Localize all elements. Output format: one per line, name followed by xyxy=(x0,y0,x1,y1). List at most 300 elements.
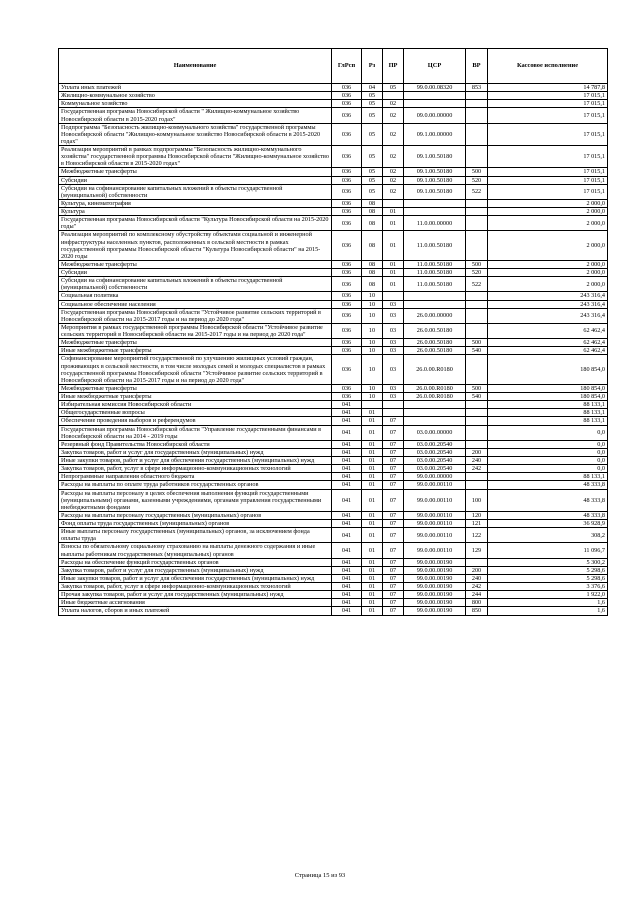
budget-table xyxy=(58,48,608,616)
cell-vr xyxy=(466,92,488,100)
cell-amount: 48 333,8 xyxy=(488,489,608,511)
cell-glrbs: 041 xyxy=(332,520,362,528)
cell-glrbs: 041 xyxy=(332,457,362,465)
cell-csr: 99.0.00.00110 xyxy=(404,489,466,511)
cell-pr: 02 xyxy=(383,168,404,176)
cell-vr: 121 xyxy=(466,520,488,528)
cell-rz: 01 xyxy=(362,599,383,607)
cell-glrbs: 036 xyxy=(332,100,362,108)
cell-rz: 01 xyxy=(362,591,383,599)
cell-csr: 99.0.00.00190 xyxy=(404,566,466,574)
cell-rz: 01 xyxy=(362,457,383,465)
cell-amount: 17 015,1 xyxy=(488,176,608,184)
cell-csr: 99.0.00.00110 xyxy=(404,528,466,543)
table-row xyxy=(59,308,608,323)
cell-vr xyxy=(466,425,488,440)
cell-pr: 07 xyxy=(383,558,404,566)
cell-pr: 07 xyxy=(383,574,404,582)
table-row xyxy=(59,489,608,511)
cell-csr: 11.0.00.00000 xyxy=(404,216,466,231)
table-row xyxy=(59,465,608,473)
cell-pr xyxy=(383,292,404,300)
cell-rz: 08 xyxy=(362,208,383,216)
cell-name: Государственная программа Новосибирской области "Устойчивое развитие сельских территорий в Новосибирской области на 2015-2017 годы и на период до 2020 года" xyxy=(59,308,332,323)
cell-rz: 10 xyxy=(362,292,383,300)
cell-vr: 853 xyxy=(466,84,488,92)
cell-vr: 520 xyxy=(466,269,488,277)
cell-name: Иные закупки товаров, работ и услуг для обеспечения государственных (муниципальных) нужд xyxy=(59,574,332,582)
cell-pr: 05 xyxy=(383,84,404,92)
cell-pr: 01 xyxy=(383,277,404,292)
cell-name: Реализация мероприятий по комплексному обустройству объектами социальной и инженерной инфраструктуры населенных пунктов, расположенных в сельской местности в рамках государственной программы Новосибирской области "Культура Новосибирской области" на 2015-2020 годы xyxy=(59,231,332,261)
cell-amount: 1,6 xyxy=(488,607,608,615)
cell-name: Прочая закупка товаров, работ и услуг для государственных (муниципальных) нужд xyxy=(59,591,332,599)
cell-vr xyxy=(466,481,488,489)
cell-pr xyxy=(383,92,404,100)
cell-glrbs: 036 xyxy=(332,269,362,277)
cell-rz: 08 xyxy=(362,260,383,268)
cell-amount: 180 854,0 xyxy=(488,355,608,385)
table-body xyxy=(59,84,608,616)
cell-amount: 243 316,4 xyxy=(488,300,608,308)
cell-vr: 500 xyxy=(466,339,488,347)
cell-vr: 800 xyxy=(466,599,488,607)
cell-glrbs: 036 xyxy=(332,300,362,308)
cell-pr: 07 xyxy=(383,528,404,543)
table-row xyxy=(59,176,608,184)
cell-csr: 99.0.00.00190 xyxy=(404,583,466,591)
cell-name: Уплата налогов, сборов и иных платежей xyxy=(59,607,332,615)
cell-rz: 05 xyxy=(362,108,383,123)
table-row xyxy=(59,425,608,440)
cell-pr: 03 xyxy=(383,300,404,308)
table-row xyxy=(59,481,608,489)
cell-rz: 05 xyxy=(362,123,383,145)
cell-amount: 2 000,0 xyxy=(488,231,608,261)
table-row xyxy=(59,520,608,528)
cell-amount: 2 000,0 xyxy=(488,260,608,268)
cell-pr: 07 xyxy=(383,473,404,481)
cell-name: Мероприятия в рамках государственной программы Новосибирской области "Устойчивое развитие сельских территорий в Новосибирской области на 2015-2017 годы и на период до 2020 года" xyxy=(59,323,332,338)
cell-vr xyxy=(466,440,488,448)
table-row xyxy=(59,591,608,599)
table-row xyxy=(59,511,608,519)
cell-vr: 500 xyxy=(466,168,488,176)
cell-csr: 26.0.00.R0180 xyxy=(404,355,466,385)
cell-amount: 1,6 xyxy=(488,599,608,607)
cell-rz: 01 xyxy=(362,465,383,473)
cell-amount: 11 096,7 xyxy=(488,543,608,558)
cell-glrbs: 036 xyxy=(332,92,362,100)
cell-glrbs: 041 xyxy=(332,566,362,574)
cell-csr: 26.0.00.50180 xyxy=(404,347,466,355)
table-row xyxy=(59,231,608,261)
header-glrbs: ГлРсп xyxy=(332,49,362,84)
cell-amount: 308,2 xyxy=(488,528,608,543)
cell-vr: 242 xyxy=(466,465,488,473)
cell-rz: 05 xyxy=(362,100,383,108)
cell-amount: 5 298,6 xyxy=(488,574,608,582)
cell-vr xyxy=(466,231,488,261)
cell-amount: 243 316,4 xyxy=(488,292,608,300)
header-name: Наименование xyxy=(59,49,332,84)
cell-glrbs: 041 xyxy=(332,489,362,511)
cell-csr: 26.0.00.50180 xyxy=(404,339,466,347)
table-row xyxy=(59,384,608,392)
cell-glrbs: 041 xyxy=(332,440,362,448)
cell-pr: 07 xyxy=(383,583,404,591)
cell-glrbs: 036 xyxy=(332,176,362,184)
cell-vr xyxy=(466,401,488,409)
cell-glrbs: 036 xyxy=(332,347,362,355)
cell-amount: 5 298,6 xyxy=(488,566,608,574)
cell-amount: 180 854,0 xyxy=(488,384,608,392)
cell-pr: 03 xyxy=(383,339,404,347)
cell-glrbs: 041 xyxy=(332,401,362,409)
cell-rz: 01 xyxy=(362,511,383,519)
cell-name: Межбюджетные трансферты xyxy=(59,260,332,268)
cell-vr: 240 xyxy=(466,574,488,582)
cell-name: Субсидии xyxy=(59,176,332,184)
table-row xyxy=(59,440,608,448)
cell-csr: 26.0.00.R0180 xyxy=(404,393,466,401)
cell-amount: 5 300,2 xyxy=(488,558,608,566)
cell-pr: 07 xyxy=(383,566,404,574)
cell-glrbs: 036 xyxy=(332,199,362,207)
cell-glrbs: 036 xyxy=(332,231,362,261)
cell-amount: 62 462,4 xyxy=(488,339,608,347)
cell-glrbs: 036 xyxy=(332,277,362,292)
header-amount: Кассовое исполнение xyxy=(488,49,608,84)
cell-vr xyxy=(466,123,488,145)
cell-csr xyxy=(404,208,466,216)
cell-vr: 520 xyxy=(466,176,488,184)
cell-amount: 2 000,0 xyxy=(488,199,608,207)
cell-pr: 03 xyxy=(383,323,404,338)
cell-name: Иные межбюджетные трансферты xyxy=(59,393,332,401)
cell-vr xyxy=(466,208,488,216)
cell-vr xyxy=(466,300,488,308)
cell-amount: 2 000,0 xyxy=(488,269,608,277)
cell-glrbs: 036 xyxy=(332,84,362,92)
cell-csr xyxy=(404,401,466,409)
cell-csr: 99.0.00.00110 xyxy=(404,520,466,528)
cell-vr: 540 xyxy=(466,393,488,401)
cell-name: Закупка товаров, работ, услуг в сфере информационно-коммуникационных технологий xyxy=(59,465,332,473)
cell-amount: 17 015,1 xyxy=(488,146,608,168)
table-row xyxy=(59,347,608,355)
table-row xyxy=(59,401,608,409)
cell-rz: 05 xyxy=(362,146,383,168)
table-row xyxy=(59,599,608,607)
cell-vr: 500 xyxy=(466,260,488,268)
header-vr: ВР xyxy=(466,49,488,84)
cell-pr: 01 xyxy=(383,216,404,231)
cell-name: Реализация мероприятий в рамках подпрограммы "Безопасность жилищно-коммунального хозяйства" государственной программы Новосибирской области "Жилищно-коммунальное хозяйство в Новосибирской области в 2015-2020 годах" xyxy=(59,146,332,168)
cell-vr xyxy=(466,308,488,323)
cell-amount: 88 133,1 xyxy=(488,409,608,417)
cell-vr xyxy=(466,100,488,108)
cell-rz: 08 xyxy=(362,231,383,261)
cell-name: Резервный фонд Правительства Новосибирской области xyxy=(59,440,332,448)
table-row xyxy=(59,448,608,456)
cell-vr xyxy=(466,355,488,385)
cell-csr: 11.0.00.50180 xyxy=(404,269,466,277)
cell-amount: 0,0 xyxy=(488,448,608,456)
cell-csr xyxy=(404,417,466,425)
cell-rz xyxy=(362,401,383,409)
cell-vr: 500 xyxy=(466,384,488,392)
cell-name: Закупка товаров, работ, услуг в сфере информационно-коммуникационных технологий xyxy=(59,583,332,591)
cell-rz: 01 xyxy=(362,520,383,528)
cell-name: Государственная программа Новосибирской области "Управление государственными финансами в Новосибирской области на 2014 - 2019 годы xyxy=(59,425,332,440)
cell-amount: 48 333,8 xyxy=(488,481,608,489)
cell-glrbs: 036 xyxy=(332,168,362,176)
cell-glrbs: 041 xyxy=(332,599,362,607)
cell-rz: 05 xyxy=(362,92,383,100)
cell-glrbs: 041 xyxy=(332,409,362,417)
cell-name: Культура xyxy=(59,208,332,216)
cell-pr: 07 xyxy=(383,607,404,615)
cell-pr: 07 xyxy=(383,599,404,607)
cell-pr xyxy=(383,199,404,207)
cell-csr xyxy=(404,409,466,417)
cell-glrbs: 036 xyxy=(332,184,362,199)
cell-vr xyxy=(466,146,488,168)
table-row xyxy=(59,339,608,347)
cell-name: Иные закупки товаров, работ и услуг для обеспечения государственных (муниципальных) нужд xyxy=(59,457,332,465)
cell-amount: 0,0 xyxy=(488,465,608,473)
cell-pr: 07 xyxy=(383,489,404,511)
cell-csr: 99.0.00.00190 xyxy=(404,574,466,582)
cell-pr: 07 xyxy=(383,591,404,599)
cell-amount: 88 133,1 xyxy=(488,473,608,481)
cell-vr: 120 xyxy=(466,511,488,519)
cell-vr: 540 xyxy=(466,347,488,355)
cell-name: Фонд оплаты труда государственных (муниципальных) органов xyxy=(59,520,332,528)
cell-pr: 07 xyxy=(383,543,404,558)
cell-pr: 01 xyxy=(383,208,404,216)
cell-csr xyxy=(404,199,466,207)
cell-name: Закупка товаров, работ и услуг для государственных (муниципальных) нужд xyxy=(59,566,332,574)
cell-pr: 07 xyxy=(383,520,404,528)
cell-csr: 99.0.00.08320 xyxy=(404,84,466,92)
cell-rz: 01 xyxy=(362,473,383,481)
page-number: Страница 15 из 93 xyxy=(294,872,346,879)
cell-rz: 01 xyxy=(362,448,383,456)
cell-csr: 09.1.00.50180 xyxy=(404,146,466,168)
cell-csr: 11.0.00.50180 xyxy=(404,277,466,292)
table-row xyxy=(59,108,608,123)
cell-name: Расходы на выплаты персоналу в целях обеспечения выполнения функций государственными (муниципальными) органами, казенными учреждениями, органами управления государственными внебюджетными фондами xyxy=(59,489,332,511)
cell-amount: 2 000,0 xyxy=(488,277,608,292)
table-row xyxy=(59,323,608,338)
cell-csr: 99.0.00.00110 xyxy=(404,511,466,519)
cell-glrbs: 036 xyxy=(332,355,362,385)
cell-rz: 10 xyxy=(362,384,383,392)
header-rz: Рз xyxy=(362,49,383,84)
cell-csr: 99.0.00.00190 xyxy=(404,599,466,607)
cell-name: Субсидии xyxy=(59,269,332,277)
table-row xyxy=(59,393,608,401)
cell-rz: 08 xyxy=(362,277,383,292)
cell-vr xyxy=(466,409,488,417)
cell-name: Взносы по обязательному социальному страхованию на выплаты денежного содержания и иные выплаты работникам государственных (муниципальных) органов xyxy=(59,543,332,558)
cell-pr: 07 xyxy=(383,417,404,425)
cell-pr: 03 xyxy=(383,393,404,401)
cell-amount: 3 376,6 xyxy=(488,583,608,591)
cell-glrbs: 036 xyxy=(332,384,362,392)
cell-name: Межбюджетные трансферты xyxy=(59,339,332,347)
cell-glrbs: 036 xyxy=(332,108,362,123)
cell-amount: 36 928,9 xyxy=(488,520,608,528)
table-row xyxy=(59,292,608,300)
cell-pr: 02 xyxy=(383,108,404,123)
cell-amount: 0,0 xyxy=(488,440,608,448)
cell-pr: 03 xyxy=(383,384,404,392)
cell-csr: 03.0.00.00000 xyxy=(404,425,466,440)
table-row xyxy=(59,84,608,92)
cell-rz: 08 xyxy=(362,199,383,207)
cell-rz: 08 xyxy=(362,216,383,231)
cell-vr: 850 xyxy=(466,607,488,615)
table-row xyxy=(59,574,608,582)
cell-pr xyxy=(383,401,404,409)
cell-csr: 09.1.00.50180 xyxy=(404,184,466,199)
table-row xyxy=(59,146,608,168)
cell-name: Иные выплаты персоналу государственных (муниципальных) органов, за исключением фонда оплаты труда xyxy=(59,528,332,543)
cell-vr xyxy=(466,323,488,338)
cell-glrbs: 036 xyxy=(332,393,362,401)
cell-rz: 01 xyxy=(362,583,383,591)
cell-name: Расходы на выплаты по оплате труда работников государственных органов xyxy=(59,481,332,489)
table-row xyxy=(59,543,608,558)
cell-pr: 02 xyxy=(383,176,404,184)
table-row xyxy=(59,300,608,308)
table-row xyxy=(59,216,608,231)
cell-amount: 17 015,1 xyxy=(488,100,608,108)
cell-vr xyxy=(466,216,488,231)
cell-glrbs: 041 xyxy=(332,511,362,519)
cell-name: Уплата иных платежей xyxy=(59,84,332,92)
cell-pr: 02 xyxy=(383,146,404,168)
cell-csr: 26.0.00.00000 xyxy=(404,308,466,323)
cell-pr: 01 xyxy=(383,231,404,261)
cell-csr: 09.1.00.50180 xyxy=(404,168,466,176)
cell-rz: 01 xyxy=(362,566,383,574)
cell-pr: 07 xyxy=(383,481,404,489)
cell-rz: 10 xyxy=(362,393,383,401)
cell-glrbs: 041 xyxy=(332,448,362,456)
cell-amount: 0,0 xyxy=(488,457,608,465)
cell-amount: 243 316,4 xyxy=(488,308,608,323)
cell-rz: 04 xyxy=(362,84,383,92)
table-row xyxy=(59,583,608,591)
table-row xyxy=(59,168,608,176)
cell-amount: 0,0 xyxy=(488,425,608,440)
cell-rz: 01 xyxy=(362,417,383,425)
cell-rz: 05 xyxy=(362,176,383,184)
cell-rz: 08 xyxy=(362,269,383,277)
cell-glrbs: 041 xyxy=(332,543,362,558)
table-row xyxy=(59,355,608,385)
cell-name: Избирательная комиссия Новосибирской области xyxy=(59,401,332,409)
table-row xyxy=(59,123,608,145)
cell-name: Расходы на выплаты персоналу государственных (муниципальных) органов xyxy=(59,511,332,519)
cell-csr: 09.1.00.50180 xyxy=(404,176,466,184)
cell-glrbs: 041 xyxy=(332,528,362,543)
header-pr: ПР xyxy=(383,49,404,84)
cell-name: Общегосударственные вопросы xyxy=(59,409,332,417)
cell-rz: 05 xyxy=(362,184,383,199)
cell-pr: 02 xyxy=(383,100,404,108)
cell-amount: 17 015,1 xyxy=(488,184,608,199)
cell-pr xyxy=(383,409,404,417)
cell-vr: 240 xyxy=(466,457,488,465)
cell-rz: 01 xyxy=(362,528,383,543)
cell-rz: 01 xyxy=(362,481,383,489)
cell-name: Коммунальное хозяйство xyxy=(59,100,332,108)
cell-vr xyxy=(466,558,488,566)
cell-rz: 01 xyxy=(362,574,383,582)
cell-glrbs: 041 xyxy=(332,473,362,481)
cell-glrbs: 036 xyxy=(332,339,362,347)
cell-csr: 99.0.00.00190 xyxy=(404,607,466,615)
cell-glrbs: 041 xyxy=(332,607,362,615)
cell-rz: 01 xyxy=(362,440,383,448)
cell-amount: 62 462,4 xyxy=(488,347,608,355)
cell-csr: 03.0.00.20540 xyxy=(404,457,466,465)
cell-csr xyxy=(404,100,466,108)
cell-pr: 07 xyxy=(383,457,404,465)
table-row xyxy=(59,208,608,216)
cell-pr: 01 xyxy=(383,260,404,268)
cell-rz: 10 xyxy=(362,308,383,323)
header-csr: ЦСР xyxy=(404,49,466,84)
cell-name: Социальное обеспечение населения xyxy=(59,300,332,308)
cell-name: Государственная программа Новосибирской области " Жилищно-коммунальное хозяйство Новосибирской области в 2015-2020 годах" xyxy=(59,108,332,123)
cell-rz: 05 xyxy=(362,168,383,176)
cell-vr: 200 xyxy=(466,448,488,456)
cell-pr: 07 xyxy=(383,465,404,473)
cell-glrbs: 041 xyxy=(332,481,362,489)
table-row xyxy=(59,199,608,207)
cell-rz: 10 xyxy=(362,300,383,308)
cell-amount: 2 000,0 xyxy=(488,216,608,231)
cell-amount: 17 015,1 xyxy=(488,108,608,123)
cell-csr: 03.0.00.20540 xyxy=(404,440,466,448)
cell-glrbs: 041 xyxy=(332,574,362,582)
cell-csr: 99.0.00.00190 xyxy=(404,558,466,566)
cell-rz: 10 xyxy=(362,323,383,338)
cell-csr: 26.0.00.R0180 xyxy=(404,384,466,392)
cell-pr: 03 xyxy=(383,347,404,355)
table-row xyxy=(59,457,608,465)
cell-csr: 99.0.00.00110 xyxy=(404,481,466,489)
cell-amount: 62 462,4 xyxy=(488,323,608,338)
cell-csr: 03.0.00.20540 xyxy=(404,448,466,456)
cell-amount: 88 133,1 xyxy=(488,401,608,409)
table-row xyxy=(59,269,608,277)
cell-glrbs: 041 xyxy=(332,465,362,473)
cell-name: Культура, кинематография xyxy=(59,199,332,207)
cell-glrbs: 041 xyxy=(332,425,362,440)
cell-amount: 88 133,1 xyxy=(488,417,608,425)
cell-vr xyxy=(466,199,488,207)
cell-pr: 03 xyxy=(383,355,404,385)
table-row xyxy=(59,558,608,566)
cell-vr xyxy=(466,417,488,425)
